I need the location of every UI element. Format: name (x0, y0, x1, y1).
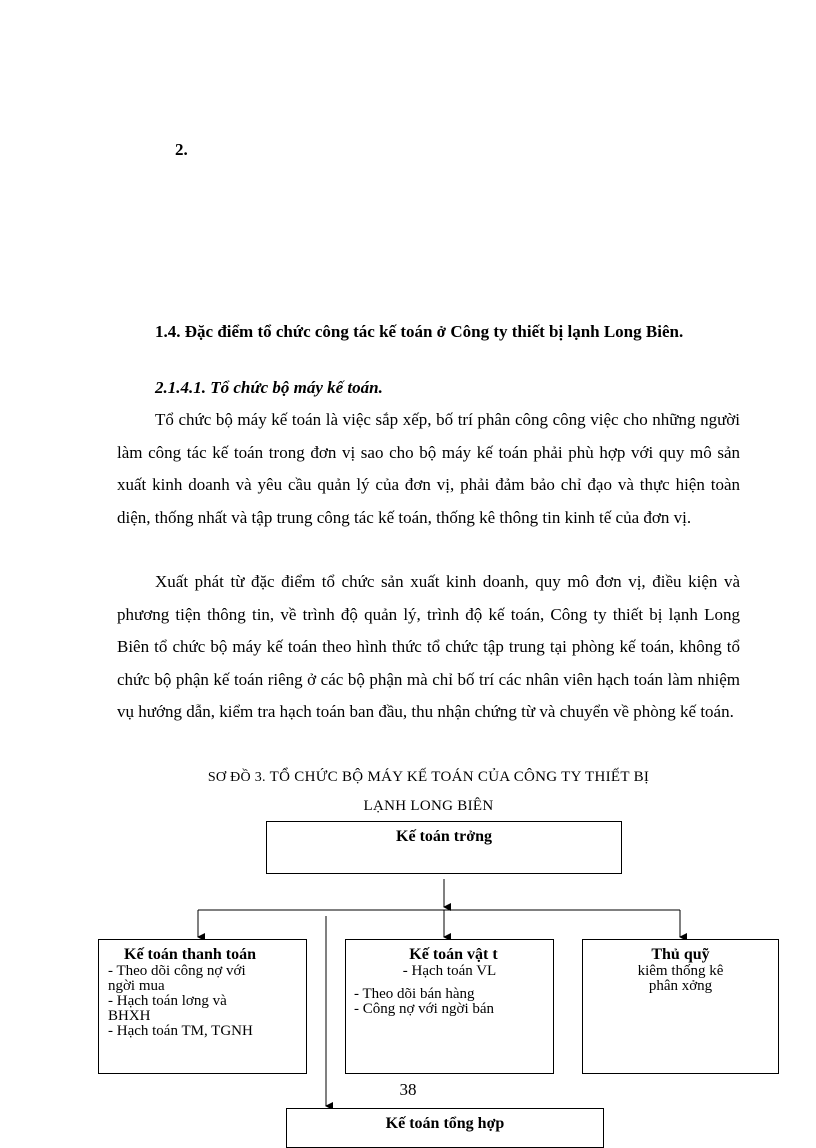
payment-accountant-box (98, 939, 307, 1074)
box-line: - Theo dõi công nợ với (108, 963, 246, 979)
paragraph-text: Xuất phát từ đặc điểm tổ chức sản xuất kinh doanh, quy mô đơn vị, điều kiện và phương tiện thông tin, về trình độ quản lý, trình độ kế toán, Công ty thiết bị lạnh Long Biên tổ chức bộ máy kế toán theo hình thức tổ chức tập trung tại phòng kế toán, không tổ chức bộ phận kế toán riêng ở các bộ phận mà chỉ bố trí các nhân viên hạch toán làm nhiệm vụ hướng dẫn, kiểm tra hạch toán ban đầu, thu nhận chứng từ và chuyển về phòng kế toán. (117, 572, 740, 721)
box-line: kiêm thống kê (637, 963, 724, 979)
box-subline: - Hạch toán VL (402, 963, 497, 979)
page-number: 38 (399, 1080, 417, 1099)
box-line: - Hạch toán lơng và (108, 993, 227, 1009)
payment-accountant-title: Kế toán thanh toán (124, 946, 257, 963)
materials-accountant-title: Kế toán vật t (409, 946, 498, 963)
general-accountant-title: Kế toán tổng hợp (385, 1115, 505, 1132)
subsection-title: 2.1.4.1. Tổ chức bộ máy kế toán. (155, 378, 383, 397)
treasurer-box (582, 939, 779, 1074)
chief-accountant-box (266, 821, 622, 874)
box-line: - Hạch toán TM, TGNH (108, 1023, 253, 1039)
box-line: phân xởng (648, 978, 713, 994)
general-accountant-box (286, 1108, 604, 1148)
caption-line-2: LẠNH LONG BIÊN (363, 798, 494, 814)
box-line: - Công nợ với ngời bán (354, 1001, 495, 1017)
heading-number: 2. (175, 140, 188, 159)
caption-lead: SƠ ĐỒ 3. (207, 770, 266, 785)
treasurer-title: Thủ quỹ (651, 946, 710, 963)
caption-rest: TỔ CHỨC BỘ MÁY KẾ TOÁN CỦA CÔNG TY THIẾT BỊ (269, 769, 650, 785)
box-line: BHXH (108, 1008, 151, 1024)
paragraph-text: Tổ chức bộ máy kế toán là việc sắp xếp, bố trí phân công công việc cho những người làm công tác kế toán trong đơn vị sao cho bộ máy kế toán phải phù hợp với quy mô sản xuất kinh doanh và yêu cầu quản lý của đơn vị, phải đảm bảo chỉ đạo và thực hiện toàn diện, thống nhất và tập trung công tác kế toán, thống kê thông tin kinh tế của đơn vị. (117, 410, 740, 527)
materials-accountant-box (345, 939, 554, 1074)
section-title: 1.4. Đặc điểm tổ chức công tác kế toán ở Công ty thiết bị lạnh Long Biên. (155, 322, 684, 341)
box-line: - Theo dõi bán hàng (354, 986, 475, 1002)
box-line: ngời mua (108, 978, 165, 994)
chief-accountant-title: Kế toán trởng (396, 828, 492, 845)
